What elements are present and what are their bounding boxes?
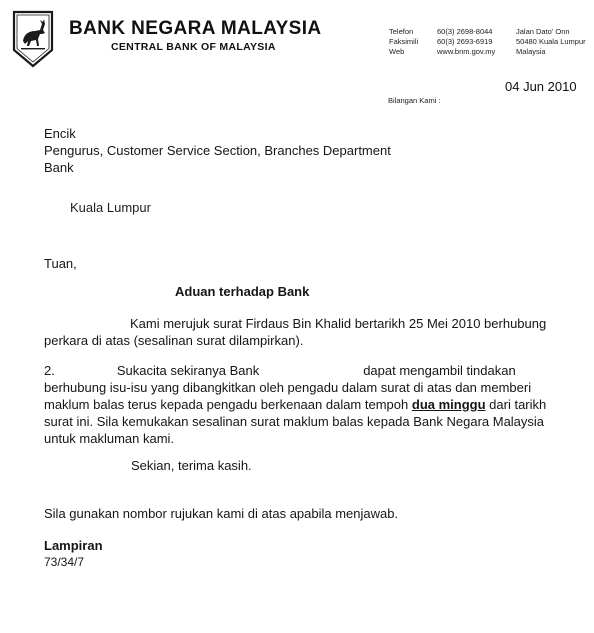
paragraph-2-line-3 xyxy=(44,396,546,413)
recipient-title: Pengurus, Customer Service Section, Branches Department xyxy=(44,143,391,158)
paragraph-1-line-2: perkara di atas (sesalinan surat dilampirkan). xyxy=(44,333,304,348)
contact-value-fax: 60(3) 2693-6919 xyxy=(437,37,493,46)
recipient-salutation: Encik xyxy=(44,126,76,141)
attachment-label: Lampiran xyxy=(44,538,103,553)
bank-subtitle: CENTRAL BANK OF MALAYSIA xyxy=(111,41,276,53)
greeting: Tuan, xyxy=(44,256,77,271)
reference-label: Bilangan Kami : xyxy=(388,96,441,105)
reply-instruction: Sila gunakan nombor rujukan kami di atas apabila menjawab. xyxy=(44,506,399,521)
paragraph-2-line-5: untuk makluman kami. xyxy=(44,431,175,446)
paragraph-2-line-1-end: dapat mengambil tindakan xyxy=(363,363,516,378)
contact-value-phone: 60(3) 2698-8044 xyxy=(437,27,493,36)
contact-value-web: www.bnm.gov.my xyxy=(437,47,496,56)
paragraph-2-line-3-end: dari tarikh xyxy=(489,397,547,412)
subject-line: Aduan terhadap Bank xyxy=(175,284,310,299)
paragraph-2-line-3-start: maklum balas terus kepada pengadu berkenaan dalam tempoh xyxy=(44,397,409,412)
attachment-code: 73/34/7 xyxy=(44,555,85,569)
letter-date: 04 Jun 2010 xyxy=(505,79,577,94)
address-line-2: 50480 Kuala Lumpur xyxy=(516,37,586,46)
bank-address xyxy=(516,27,586,57)
paragraph-1-line-1: Kami merujuk surat Firdaus Bin Khalid bertarikh 25 Mei 2010 berhubung xyxy=(130,316,547,331)
paragraph-2-line-1 xyxy=(44,362,546,379)
paragraph-2-line-1-start: Sukacita sekiranya Bank xyxy=(116,363,260,378)
paragraph-2-line-2: berhubung isu-isu yang dibangkitkan oleh pengadu dalam surat di atas dan memberi xyxy=(44,380,532,395)
contact-label-web: Web xyxy=(389,47,405,56)
address-line-1: Jalan Dato' Onn xyxy=(516,27,570,36)
contact-labels xyxy=(389,27,418,57)
paragraph-2-line-4: surat ini. Sila kemukakan sesalinan surat maklum balas kepada Bank Negara Malaysia xyxy=(44,414,545,429)
paragraph-2-number: 2. xyxy=(44,363,55,378)
contact-label-phone: Telefon xyxy=(389,27,414,36)
contact-label-fax: Faksimili xyxy=(389,37,419,46)
paragraph-2 xyxy=(44,362,546,447)
bnm-kijang-emblem-icon xyxy=(12,10,54,68)
paragraph-1 xyxy=(44,315,546,349)
bank-name: BANK NEGARA MALAYSIA xyxy=(69,18,322,39)
closing-remark: Sekian, terima kasih. xyxy=(131,458,252,473)
recipient-bank: Bank xyxy=(44,160,74,175)
deadline-emphasis: dua minggu xyxy=(411,397,486,412)
recipient-city: Kuala Lumpur xyxy=(70,200,151,215)
contact-values xyxy=(437,27,495,57)
address-line-3: Malaysia xyxy=(516,47,546,56)
